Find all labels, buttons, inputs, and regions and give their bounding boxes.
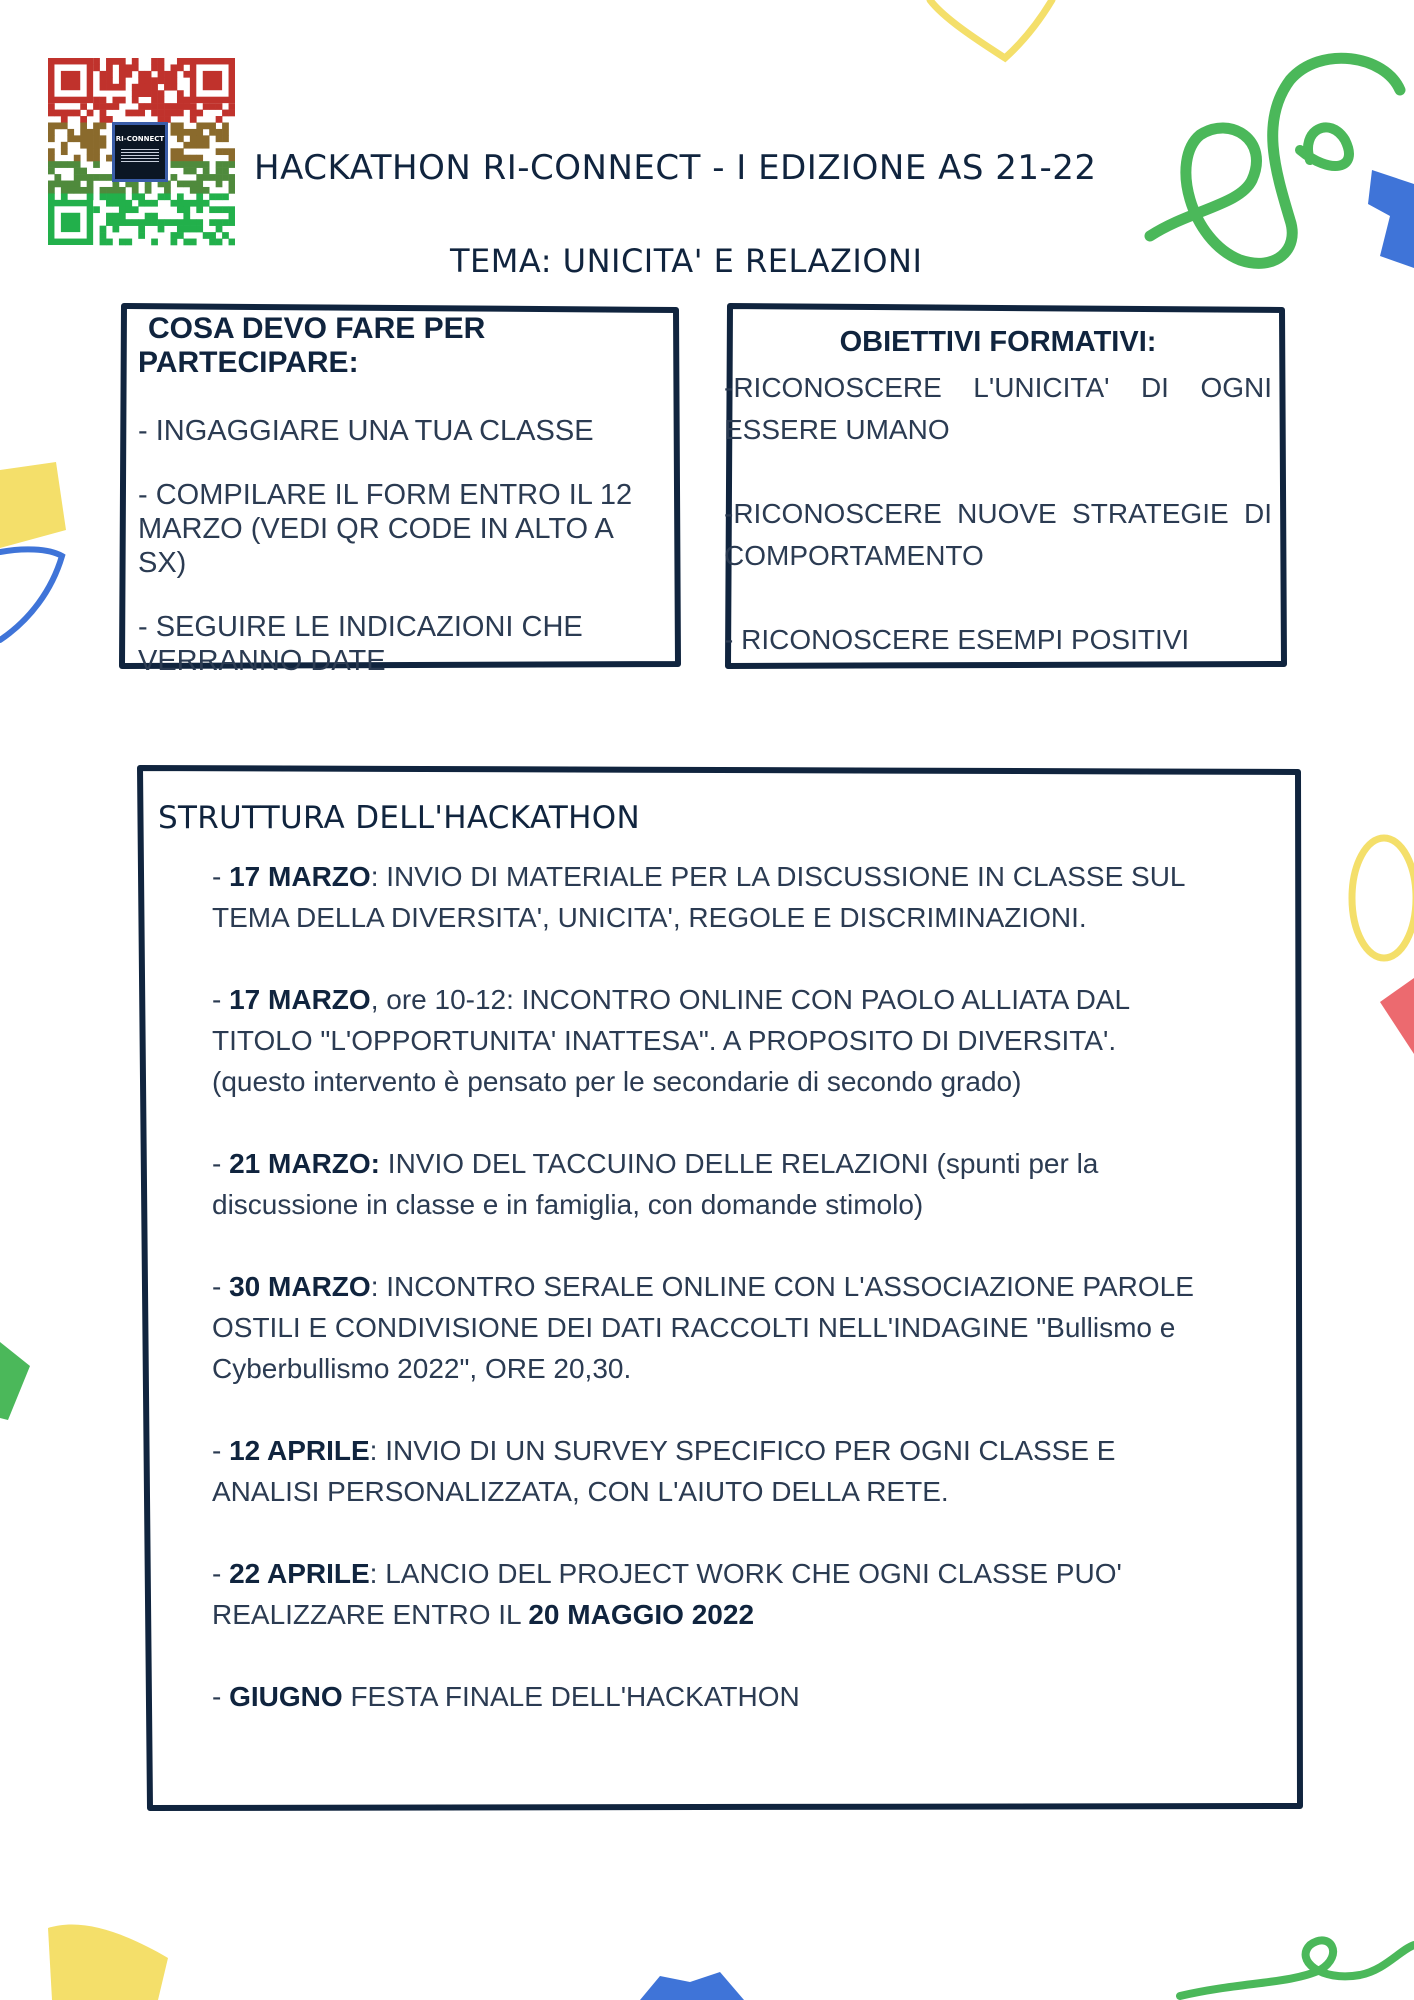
event-text: : LANCIO DEL PROJECT WORK CHE OGNI CLASSE PUO' REALIZZARE ENTRO IL bbox=[212, 1558, 1122, 1630]
bottom-yellow-decoration bbox=[48, 1925, 168, 2000]
yellow-heart-decoration bbox=[930, 0, 1052, 58]
theme-title: TEMA: UNICITA' E RELAZIONI bbox=[450, 242, 923, 280]
structure-heading: STRUTTURA DELL'HACKATHON bbox=[158, 800, 640, 836]
qr-finder-pattern bbox=[61, 213, 80, 232]
green-squiggle-decoration bbox=[1150, 58, 1400, 263]
event-text: FESTA FINALE DELL'HACKATHON bbox=[342, 1681, 800, 1712]
event-item bbox=[212, 1266, 1212, 1389]
qr-finder-pattern bbox=[61, 71, 80, 90]
event-item bbox=[212, 1430, 1212, 1512]
event-date: 12 APRILE bbox=[229, 1435, 370, 1466]
event-item bbox=[212, 1676, 1212, 1717]
participation-heading-line1: COSA DEVO FARE PER bbox=[148, 312, 486, 345]
event-item bbox=[212, 979, 1212, 1102]
blue-outline-decoration bbox=[0, 549, 62, 640]
structure-event-list bbox=[212, 856, 1212, 1758]
event-date: 17 MARZO bbox=[229, 984, 371, 1015]
event-text: INVIO DEL TACCUINO DELLE RELAZIONI (spunti per la discussione in classe e in famiglia, con domande stimolo) bbox=[212, 1148, 1099, 1220]
event-date: 17 MARZO bbox=[229, 861, 371, 892]
event-item bbox=[212, 856, 1212, 938]
participation-item: - INGAGGIARE UNA TUA CLASSE bbox=[138, 415, 594, 447]
objective-item: -RICONOSCERE L'UNICITA' DI OGNI ESSERE UMANO bbox=[724, 372, 1272, 445]
event-prefix: - bbox=[212, 1271, 230, 1302]
objectives-heading: OBIETTIVI FORMATIVI: bbox=[839, 326, 1157, 358]
objectives-box bbox=[724, 326, 1272, 661]
event-prefix: - bbox=[212, 1681, 230, 1712]
event-date: 30 MARZO bbox=[229, 1271, 371, 1302]
yellow-oval-decoration bbox=[1352, 838, 1414, 958]
event-item bbox=[212, 1553, 1212, 1635]
event-prefix: - bbox=[212, 1435, 230, 1466]
participation-heading-line2: PARTECIPARE: bbox=[138, 346, 359, 379]
event-text: , ore 10-12: INCONTRO ONLINE CON PAOLO ALLIATA DAL TITOLO "L'OPPORTUNITA' INATTESA". A PROPOSITO DI DIVERSITA'. (questo intervento è pensato per le secondarie di secondo grado) bbox=[212, 984, 1129, 1097]
event-date: 22 APRILE bbox=[229, 1558, 370, 1589]
event-deadline: 20 MAGGIO 2022 bbox=[528, 1599, 755, 1630]
participation-heading bbox=[138, 312, 668, 380]
participation-item: - COMPILARE IL FORM ENTRO IL 12 MARZO (VEDI QR CODE IN ALTO A SX) bbox=[138, 479, 633, 579]
green-loop-decoration bbox=[1300, 127, 1349, 166]
qr-logo-badge bbox=[112, 122, 168, 182]
qr-brand-label: RI-CONNECT bbox=[115, 135, 165, 143]
bottom-blue-decoration bbox=[640, 1972, 744, 2000]
event-text: : INVIO DI MATERIALE PER LA DISCUSSIONE IN CLASSE SUL TEMA DELLA DIVERSITA', UNICITA', REGOLE E DISCRIMINAZIONI. bbox=[212, 861, 1185, 933]
blue-square-decoration bbox=[1368, 170, 1414, 268]
event-prefix: - bbox=[212, 1148, 230, 1179]
participation-list bbox=[138, 414, 668, 678]
objective-item: -RICONOSCERE NUOVE STRATEGIE DI COMPORTAMENTO bbox=[724, 498, 1272, 571]
participation-box bbox=[138, 312, 668, 708]
event-prefix: - bbox=[212, 984, 230, 1015]
objective-item: - RICONOSCERE ESEMPI POSITIVI bbox=[724, 624, 1190, 655]
event-date: GIUGNO bbox=[229, 1681, 343, 1712]
qr-code[interactable] bbox=[48, 58, 235, 248]
green-shape-decoration bbox=[0, 1342, 30, 1420]
bottom-green-decoration bbox=[1180, 1940, 1414, 1996]
objectives-list bbox=[724, 367, 1272, 661]
participation-item: - SEGUIRE LE INDICAZIONI CHE VERRANNO DATE bbox=[138, 611, 583, 677]
qr-brand-subtext bbox=[121, 148, 159, 162]
event-date: 21 MARZO: bbox=[229, 1148, 381, 1179]
event-prefix: - bbox=[212, 1558, 230, 1589]
qr-finder-pattern bbox=[203, 71, 222, 90]
event-item bbox=[212, 1143, 1212, 1225]
yellow-blob-decoration bbox=[0, 462, 66, 548]
red-shape-decoration bbox=[1380, 978, 1414, 1054]
event-text: : INCONTRO SERALE ONLINE CON L'ASSOCIAZIONE PAROLE OSTILI E CONDIVISIONE DEI DATI RACCOLTI NELL'INDAGINE "Bullismo e Cyberbullismo 2022", ORE 20,30. bbox=[212, 1271, 1194, 1384]
event-prefix: - bbox=[212, 861, 230, 892]
page-title: HACKATHON RI-CONNECT - I EDIZIONE AS 21-22 bbox=[254, 148, 1097, 188]
event-text: : INVIO DI UN SURVEY SPECIFICO PER OGNI CLASSE E ANALISI PERSONALIZZATA, CON L'AIUTO DELLA RETE. bbox=[212, 1435, 1116, 1507]
